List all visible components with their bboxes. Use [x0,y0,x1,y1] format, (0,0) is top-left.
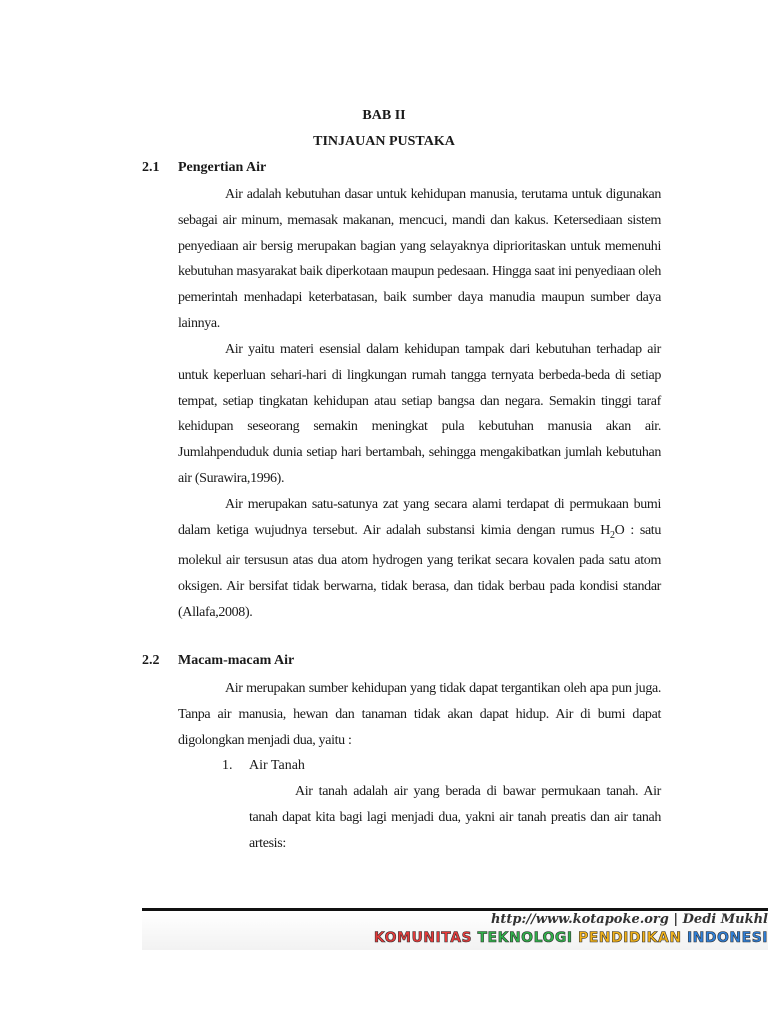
footer-divider [142,908,768,911]
section-number: 2.1 [142,160,160,175]
formula-h: H [600,522,610,538]
formula-subscript: 2 [610,529,615,541]
paragraph-macam: Air merupakan sumber kehidupan yang tidak dapat tergantikan oleh apa pun juga. Tanpa air manusia, hewan dan tanaman tidak akan dapat hidup. Air di bumi dapat digolongkan menjadi dua, yaitu : [178,681,661,748]
section-title: Pengertian Air [178,160,267,175]
brand-word-1: KOMUNITAS [373,930,473,946]
section-title: Macam-macam Air [178,653,295,668]
footer-url: http://www.kotapoke.org | Dedi Mukhl [490,912,768,927]
paragraph-text-after-formula: : satu molekul air tersusun atas dua atom hydrogen yang terikat secara kovalen pada satu atom oksigen. Air bersifat tidak berwarna, tidak berasa, dan tidak berbau pada kondisi standar (Allafa,2008). [178,522,661,620]
paragraph-text-before-formula: Air merupakan satu-satunya zat yang secara alami terdapat di permukaan bumi dalam ketiga wujudnya tersebut. Air adalah substansi kimia dengan rumus [178,497,661,538]
section-number: 2.2 [142,653,160,668]
paragraph-pengertian-1: Air adalah kebutuhan dasar untuk kehidupan manusia, terutama untuk digunakan sebagai air minum, memasak makanan, mencuci, mandi dan kakus. Ketersediaan sistem penyediaan air bersig merupakan bagian yang selayaknya diprioritaskan untuk memenuhi kebutuhan masyarakat baik diperkotaan maupun pedesaan. Hingga saat ini penyediaan oleh pemerintah menhadapi keterbatasan, baik sumber daya manudia maupun sumber daya lainnya. [178,187,661,331]
formula-o: O [614,522,625,538]
footer-brand-logo [374,930,768,946]
brand-word-3: PENDIDIKAN [577,930,682,946]
paragraph-air-tanah: Air tanah adalah air yang berada di bawar permukaan tanah. Air tanah dapat kita bagi lagi menjadi dua, yakni air tanah preatis dan air tanah artesis: [249,784,661,851]
brand-word-2: TEKNOLOGI [477,930,573,946]
list-item-number: 1. [222,758,233,773]
chemical-formula [600,522,625,541]
chapter-title: TINJAUAN PUSTAKA [313,134,455,149]
brand-word-4: INDONESI [686,930,768,946]
chapter-label: BAB II [362,108,406,123]
paragraph-pengertian-2: Air yaitu materi esensial dalam kehidupan tampak dari kebutuhan terhadap air untuk keperluan sehari-hari di lingkungan rumah tangga ternyata berbeda-beda di setiap tempat, setiap tingkatan kehidupan atau setiap bangsa dan negara. Semakin tinggi taraf kehidupan seseorang semakin meningkat pula kebutuhan manusia akan air. Jumlahpenduduk dunia setiap hari bertambah, sehingga mengakibatkan jumlah kebutuhan air (Surawira,1996). [178,342,661,486]
paragraph-pengertian-3 [178,492,661,626]
list-item-label: Air Tanah [249,758,305,773]
